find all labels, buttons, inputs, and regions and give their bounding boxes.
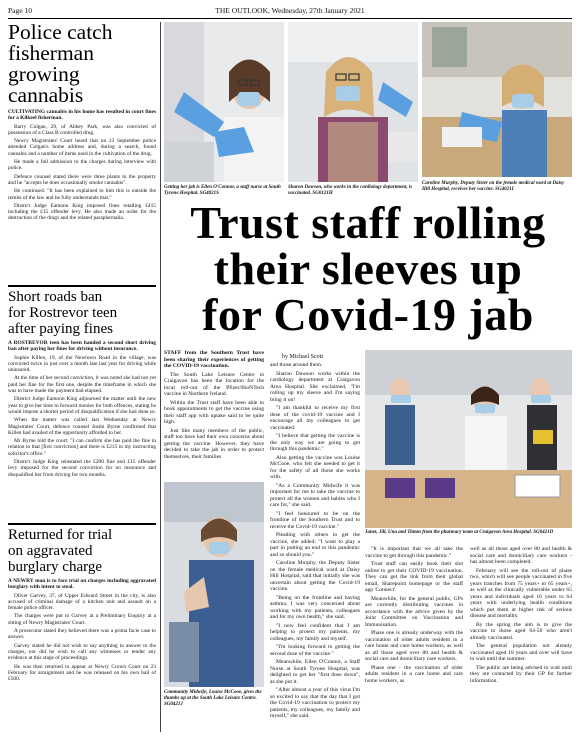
page-number: Page 10 <box>8 6 32 15</box>
page-header <box>8 6 572 18</box>
caption-sharon-dawson: Sharon Dawson, who works in the cardiology department, is vaccinated. SG0121H <box>288 185 413 196</box>
photo-louise-mccooe <box>164 482 264 687</box>
story2-lead: A ROSTREVOR teen has been handed a second short driving ban after paying her fines for driving without insurance. <box>8 340 156 353</box>
photo-caroline-murphy <box>422 22 572 177</box>
caption-caroline-murphy: Caroline Murphy, Deputy Sister on the female medical ward at Daisy Hill Hospital, receives her vaccine. SG4021I <box>422 181 565 192</box>
photo-ellen-oconnor <box>164 22 284 182</box>
main-col-1: STAFF from the Southern Trust have been sharing their experiences of getting the COVID-19 vaccination. The South Lake Leisure Centre in Craigavon has been the location for the local roll-out of the Pfizer/BioNTech vaccine in Northern Ireland. Within the Trust staff have been able to book appointments to get the vaccine using their staff app with uptake said to be quite high. Just like many members of the public, staff too have had their own concerns about getting the vaccine. However, they have decided to take the jab in order to protect themselves, their families <box>164 350 264 460</box>
story-roads-ban: Short roads ban for Rostrevor teen after paying fines A ROSTREVOR teen has been handed a second short driving ban after paying her fines for driving without insurance. Sophie Killen, 19, of the Newtown Road in the village, was convicted twice in just over a month late last year for driving while uninsured. At the time of her second conviction, it was noted she had not yet paid her fine for the first one, despite the timeframe in which she was to have made the payment had elapsed. District Judge Eamonn King adjourned the matter until the new year to give her time to forward monies for both offences, stating he would impose a shorter period of disqualification if she had done so. When the matter was called last Wednesday at Newry Magistrates' Court, defence counsel Justin Byrne confirmed that Killen had availed of the opportunity afforded to her. Mr Byrne told the court: "I can confirm she has paid the fine in relation to that [first conviction] and there is £215 in my instructing solicitor's office." District Judge King reinstated the £200 fine and £15 offender levy imposed for the second conviction for no insurance and disqualified her from driving for two months. <box>8 289 156 478</box>
story-police-cannabis: Police catch fisherman growing cannabis CULTIVATING cannabis in his home has resulted in court fines for a Kilkeel fisherman. Barry Colgan, 29, of Abbey Park, was also convicted of possession of a Class B controlled drug. Newry Magistrates' Court heard that on 23 September police attended Colgan's home address and, during a search, found cannabis and a number of items used in the cultivation of the drug. He made a full admission to the charges during interview with police. Defence counsel stated there were three plants in the property and he "accepts he does occasionally smoke cannabis". He continued: "It has been explained to him this is outside the remits of the law and he fully understands that." District Judge Eamonn King imposed fines totalling £415 including the £15 offender levy. He also made an order for the destruction of the drugs and the related paraphernalia. <box>8 20 156 222</box>
photo-pharmacy-team-image <box>365 350 572 528</box>
story1-lead: CULTIVATING cannabis in his home has resulted in court fines for a Kilkeel fisherman. <box>8 109 156 122</box>
story1-headline: Police catch fisherman growing cannabis <box>8 20 113 107</box>
caption-pharmacy-team: Janet, Jill, Una and Tintan from the pharmacy team at Craigavon Area Hospital. SG0421D <box>365 530 554 535</box>
photo-ellen-oconnor-image <box>164 22 284 182</box>
main-col-2: and those around them. Sharon Dawson works within the cardiology department at Craigavon Area Hospital. She exclaimed, "I'm rolling up my sleeve and I'm saying bring it on! "I am thankful to receive my first dose of the covid-19 vaccine and I encourage all my colleagues to get vaccinated. "I believe that getting the vaccine is the only way we are going to get through this pandemic." Also getting the vaccine was Louise McCooe, who felt she needed to get it for the safety of all those she works with. "As a Community Midwife it was important for me to take the vaccine to protect all the women and babies who I care for," she said. "I feel honoured to be on the frontline of the Southern Trust and to receive the Covid-19 vaccine." Pleading with others to get the vaccine, she added: "I want to play a part in putting an end to this pandemic and so should you." Caroline Murphy, the Deputy Sister on the female medical ward at Daisy Hill Hospital, said that initially she was uncertain about getting the Covid-19 vaccine. "Being on the frontline and having asthma, I was very concerned about working with my patients, colleagues and for my own health," she said. "I now feel confident that I am helping to protect my patients, my colleagues, my family and myself. "I'm looking forward to getting the second dose of the vaccine." Meanwhile, Ellen O'Connor, a Staff Nurse at South Tyrone Hospital, was delighted to get her "first dose down", as she put it. "After almost a year of this virus I'm so excited to say that the day that I got the Covid-19 vaccination to protect my patients, my colleagues, my family and myself," she said. <box>270 362 360 719</box>
story3-lead: A NEWRY man is to face trial on charges including aggravated burglary with intent to steal. <box>8 578 156 591</box>
main-col-3: "It is important that we all take the vaccine to get through this pandemic." Trust staff can easily book their slot online to get their COVID-19 vaccination. They can get the link from their global email, Sharepoint homepage or the staff app 'Connect'. Meanwhile, for the general public, GPs are currently distributing vaccines in accordance with the advice given by the Joint Committee on Vaccination and Immunisation. Phase one is already underway with the vaccination of older adults resident in a care home and care home workers, as well as all those aged over 80 and health & social care and domiciliary care workers. Phase one - the vaccination of older adults resident in a care home and care home workers, as <box>365 546 463 684</box>
photo-caroline-murphy-image <box>422 22 572 177</box>
column-rule <box>160 22 161 732</box>
photo-pharmacy-team <box>365 350 572 528</box>
sidebar-divider <box>8 285 156 287</box>
story3-headline: Returned for trial on aggravated burglary charge <box>8 527 113 575</box>
main-headline: Trust staff rolling their sleeves up for Covid-19 jab <box>190 197 546 340</box>
byline: by Michael Scott <box>282 354 323 360</box>
main-col-4: well as all those aged over 80 and health & social care and domiciliary care workers - has almost been completed. February will see the roll-out of phase two, which will see people vaccinated in five years tranches from 75 years+ to 65 years+, as well as the clinically vulnerable under 65 years and individuals aged 16 years to 64 years with underlying health conditions which put them at higher risk of serious disease and mortality. By the spring the aim is to give the vaccine to those aged 64-50 who aren't already vaccinated. The general population not already vaccinated aged 18 years and over will have to wait until the summer. The public are being advised to wait until they are contacted by their GP for further information. <box>470 546 572 684</box>
story2-headline: Short roads ban for Rostrevor teen after paying fines <box>8 289 118 337</box>
caption-ellen-oconnor: Getting her jab is Ellen O'Connor, a staff nurse at South Tyrone Hospital. SG4021S <box>164 185 281 196</box>
story-burglary-trial: Returned for trial on aggravated burglary charge A NEWRY man is to face trial on charges including aggravated burglary with intent to steal. Oliver Garvey, 37, of Upper Edward Street in the city, is also accused of criminal damage of a kitchen unit and assault on a female police officer. The charges were put to Garvey at a Preliminary Enquiry at a sitting of Newry Magistrates' Court. A prosecutor stated they believed there was a prima facie case to answer. Garvey stated he did not wish to say anything in answer to the charges, nor did he wish to call any witnesses or tender any evidence at this stage of proceedings. He was then returned to appear at Newry Crown Court on 23 February for arraignment and he was released on his own bail of £500. <box>8 527 156 683</box>
header-rule <box>8 18 572 19</box>
publication-line: THE OUTLOOK, Wednesday, 27th January 2021 <box>215 6 365 15</box>
photo-sharon-dawson <box>288 22 418 182</box>
caption-louise-mccooe: Community Midwife, Louise McCooe, gives the thumbs up at the South Lake Leisure Centre. SG0421J <box>164 690 262 707</box>
sidebar-divider <box>8 523 156 525</box>
photo-louise-mccooe-image <box>164 482 264 687</box>
photo-sharon-dawson-image <box>288 22 418 182</box>
